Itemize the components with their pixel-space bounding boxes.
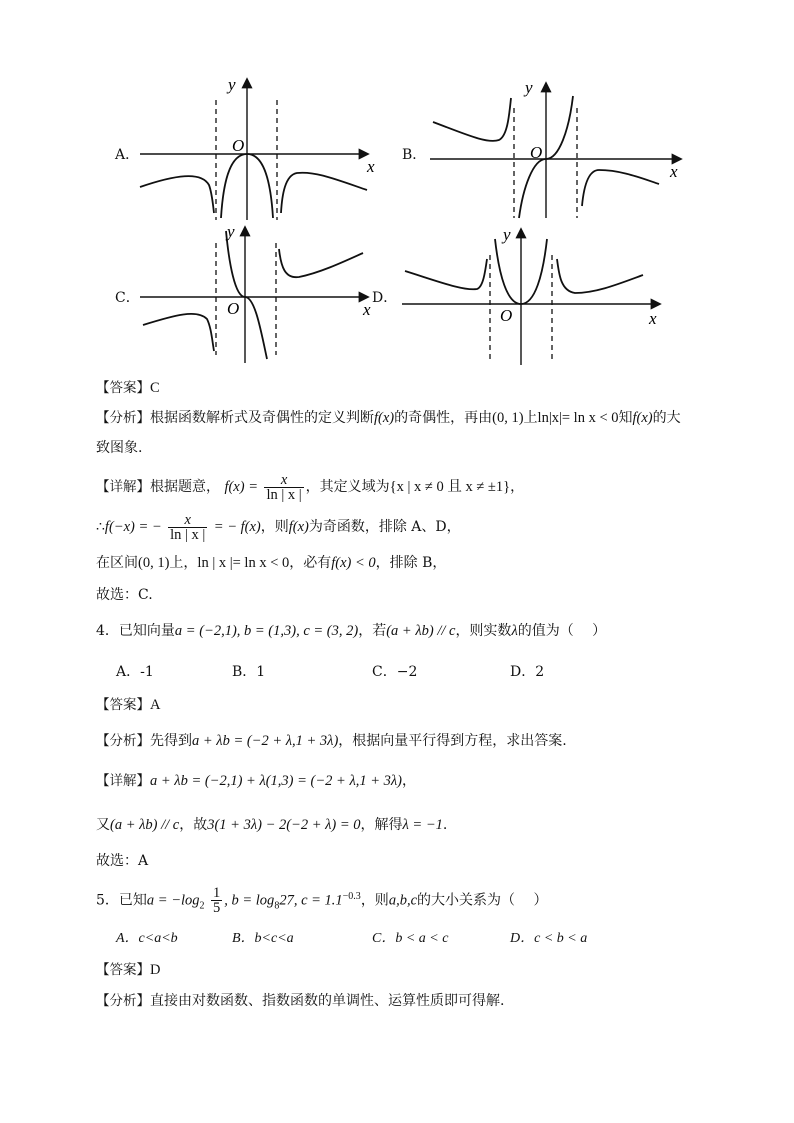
q5-option-b: B．b<c<a [232,931,294,946]
q4-detail: 【详解】a + λb = (−2,1) + λ(1,3) = (−2 + λ,1 + 3λ)， [96,773,416,789]
x-label: x [367,157,375,176]
curve-right [582,170,659,206]
curve-right [279,249,363,277]
graph-b [425,78,690,223]
q3-detail-line3: 在区间(0, 1)上，ln | x |= ln x < 0，必有f(x) < 0，排除 B， [96,555,447,571]
graph-c [135,223,380,368]
q5-option-a: A．c<a<b [116,931,178,946]
q5-answer: 【答案】D [96,962,161,978]
y-label: y [503,225,511,244]
q5-option-d: D．c < b < a [510,931,588,946]
q3-conclude: 故选：C. [96,587,153,603]
curve-left [405,259,487,289]
graph-d [397,225,672,370]
x-label: x [670,162,678,181]
graph-a [135,75,380,225]
q4-conclude: 故选：A [96,853,149,869]
origin-label: O [227,299,240,318]
curve-right [557,259,643,293]
q4-option-d: D．2 [510,664,545,680]
q3-detail-line2: ∴f(−x) = − $\frac{x}{\ln | x |}$ = − f(x)，则f(x)为奇函数，排除 A、D， [96,511,461,543]
curve-left [143,314,214,351]
q4-option-b: B．1 [232,664,266,680]
q5-stem: 5．已知$a = -\log_2$ $\frac{1}{5}$ , $b = \log_827$, $c = 1.1^{-0.3}$，则a,b,c的大小关系为（ ） [96,885,548,917]
y-label: y [227,222,235,241]
q3-analysis: 【分析】根据函数解析式及奇偶性的定义判断f(x)的奇偶性，再由(0, 1)上ln|x|= ln x < 0知f(x)的大 [96,410,681,426]
origin-label: O [530,143,543,162]
curve-left [140,176,214,213]
q5-analysis: 【分析】直接由对数函数、指数函数的单调性、运算性质即可得解. [96,993,505,1009]
q3-detail: 【详解】根据题意， f(x) = $\frac{x}{\ln | x |}$ ，其定义域为{x | x ≠ 0 且 x ≠ ±1}， [96,471,525,503]
y-label: y [228,75,236,94]
q4-option-a: A．-1 [116,664,154,680]
q4-answer: 【答案】A [96,697,161,713]
graph-label-d: D． [372,290,398,306]
origin-label: O [232,136,245,155]
curve-right [281,173,367,213]
q4-option-c: C．−2 [372,664,418,680]
q4-detail-line2: 又(a + λb) // c，故3(1 + 3λ) − 2(−2 + λ) = 0，解得λ = −1. [96,817,448,833]
q5-option-c: C．b < a < c [372,931,449,946]
q4-analysis: 【分析】先得到a + λb = (−2 + λ,1 + 3λ)，根据向量平行得到方程，求出答案. [96,733,567,749]
graph-label-b: B． [402,147,427,163]
q3-answer: 【答案】C [96,380,160,396]
curve-left [433,98,511,141]
q3-analysis-cont: 致图象. [96,440,143,456]
y-label: y [525,78,533,97]
graph-label-c: C． [115,290,140,306]
graph-label-a: A． [115,147,140,163]
curve-middle [226,231,267,359]
x-label: x [363,300,371,319]
q4-stem: 4．已知向量a = (−2,1), b = (1,3), c = (3, 2)，若(a + λb) // c，则实数λ的值为（ ） [96,623,607,639]
x-label: x [649,309,657,328]
origin-label: O [500,306,513,325]
